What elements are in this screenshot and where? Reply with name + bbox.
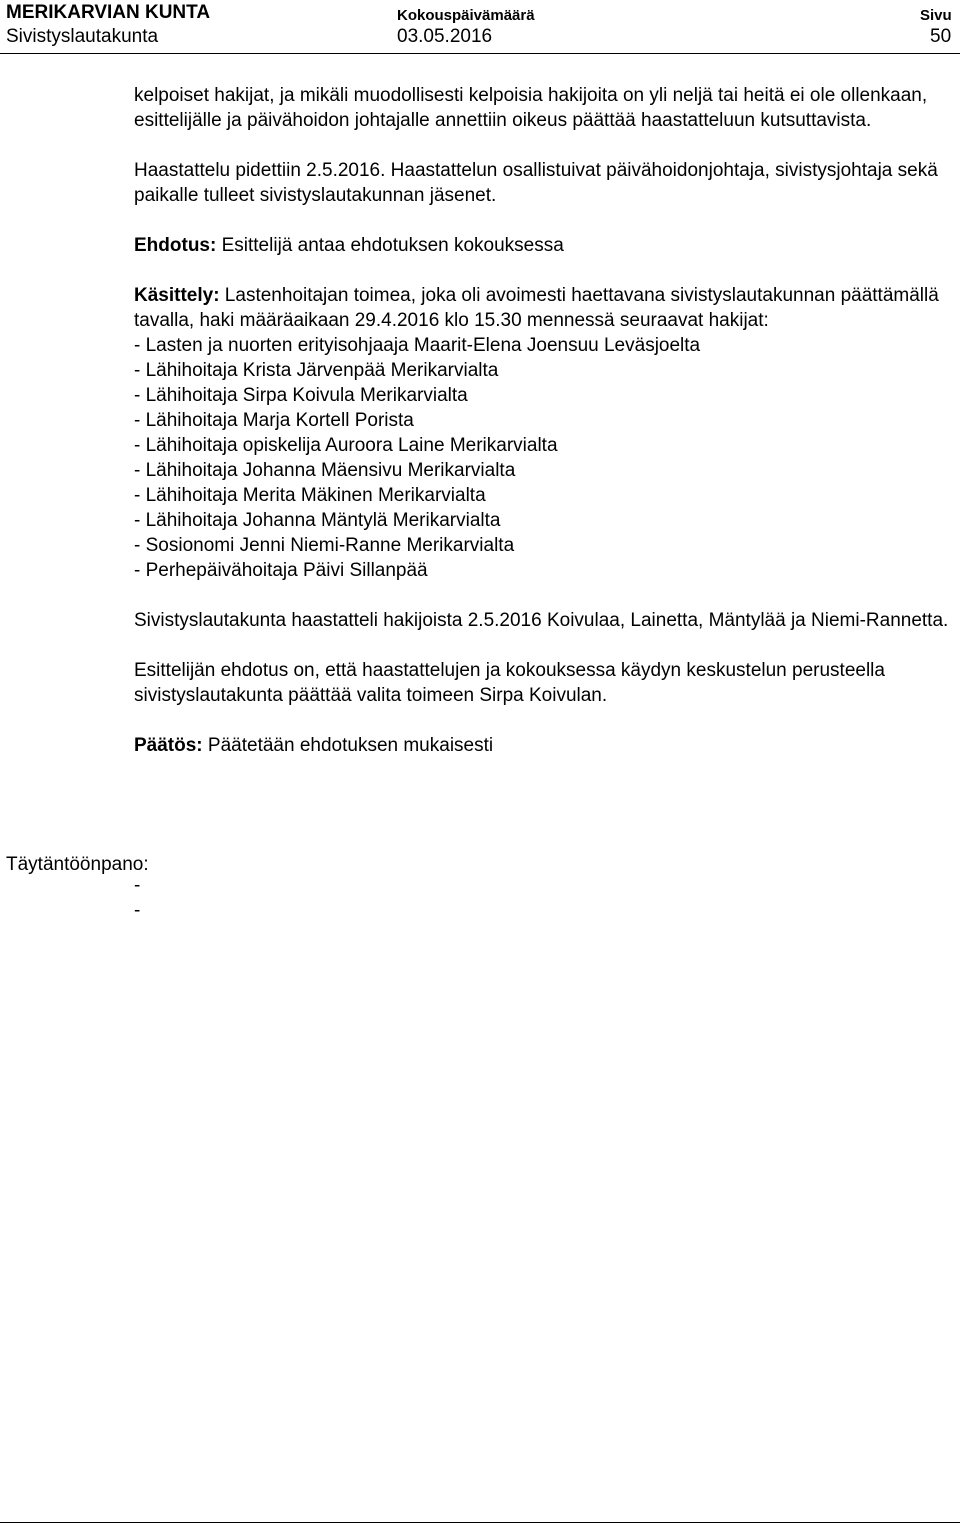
list-item: - Lasten ja nuorten erityisohjaaja Maarit-Elena Joensuu Leväsjoelta xyxy=(134,335,701,356)
applicant-list xyxy=(134,333,950,583)
decision-line xyxy=(134,733,950,758)
proposal-line xyxy=(134,233,950,258)
interview-paragraph: Haastattelu pidettiin 2.5.2016. Haastattelun osallistuivat päivähoidonjohtaja, sivistysjohtaja sekä paikalle tulleet sivistyslautakunnan jäsenet. xyxy=(134,160,938,206)
interviewed-paragraph: Sivistyslautakunta haastatteli hakijoista 2.5.2016 Koivulaa, Lainetta, Mäntylää ja Niemi-Rannetta. xyxy=(134,610,949,631)
org-name: MERIKARVIAN KUNTA xyxy=(6,2,211,23)
eligibility-paragraph: kelpoiset hakijat, ja mikäli muodollisesti kelpoisia hakijoita on yli neljä tai heitä ei ole ollenkaan, esittelijälle ja päivähoidon johtajalle annettiin oikeus päättää haastatteluun kutsuttavista. xyxy=(134,85,928,131)
list-item: - Lähihoitaja Marja Kortell Porista xyxy=(134,410,414,431)
meeting-date-label: Kokouspäivämäärä xyxy=(397,7,535,24)
decision-label: Päätös: xyxy=(134,735,203,756)
proposal-label: Ehdotus: xyxy=(134,235,217,256)
implementation-list xyxy=(134,873,140,923)
page-number: 50 xyxy=(930,26,952,47)
footer-divider xyxy=(0,1522,960,1523)
list-item: - Lähihoitaja Krista Järvenpää Merikarvialta xyxy=(134,360,499,381)
list-item: - Lähihoitaja Johanna Mäntylä Merikarvialta xyxy=(134,510,501,531)
list-item: - xyxy=(134,900,141,921)
processing-text: Lastenhoitajan toimea, joka oli avoimesti haettavana sivistyslautakunnan päättämällä tavalla, haki määräaikaan 29.4.2016 klo 15.30 mennessä seuraavat hakijat: xyxy=(134,285,939,331)
list-item: - Sosionomi Jenni Niemi-Ranne Merikarvialta xyxy=(134,535,515,556)
meeting-date: 03.05.2016 xyxy=(397,26,493,47)
list-item: - xyxy=(134,875,141,896)
list-item: - Lähihoitaja Sirpa Koivula Merikarvialta xyxy=(134,385,468,406)
page-label: Sivu xyxy=(920,7,952,24)
list-item: - Lähihoitaja Merita Mäkinen Merikarvialta xyxy=(134,485,486,506)
minutes-body xyxy=(134,83,950,758)
decision-text: Päätetään ehdotuksen mukaisesti xyxy=(202,735,494,756)
presenter-proposal-paragraph: Esittelijän ehdotus on, että haastattelujen ja kokouksessa käydyn keskustelun perusteella sivistyslautakunta päättää valita toimeen Sirpa Koivulan. xyxy=(134,660,885,706)
list-item: - Lähihoitaja Johanna Mäensivu Merikarvialta xyxy=(134,460,516,481)
page-header xyxy=(0,0,960,56)
implementation-label: Täytäntöönpano: xyxy=(6,854,149,875)
proposal-text: Esittelijä antaa ehdotuksen kokouksessa xyxy=(216,235,564,256)
header-divider xyxy=(0,53,960,54)
processing-paragraph xyxy=(134,283,950,333)
list-item: - Lähihoitaja opiskelija Auroora Laine Merikarvialta xyxy=(134,435,558,456)
processing-label: Käsittely: xyxy=(134,285,220,306)
committee-name: Sivistyslautakunta xyxy=(6,26,159,47)
list-item: - Perhepäivähoitaja Päivi Sillanpää xyxy=(134,560,428,581)
